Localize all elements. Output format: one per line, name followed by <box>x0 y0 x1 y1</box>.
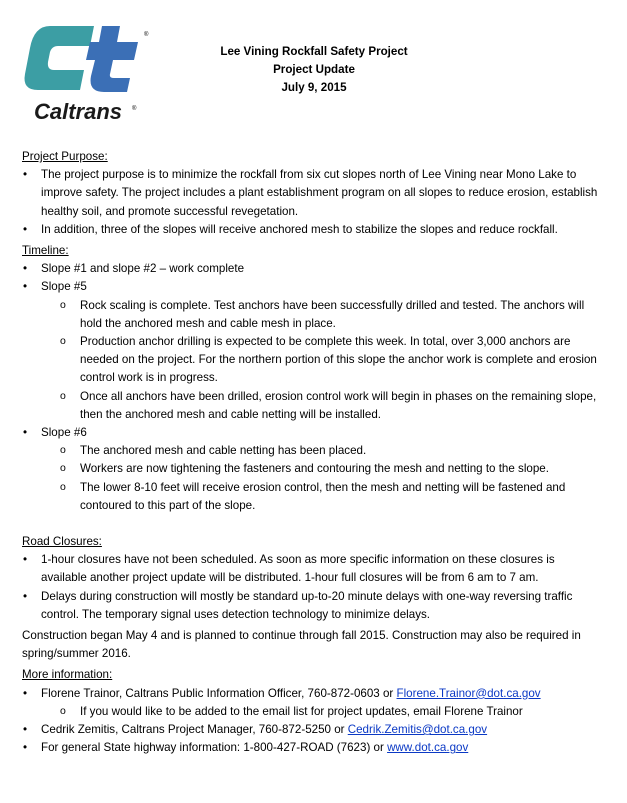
document-date: July 9, 2015 <box>281 81 347 94</box>
slope6-sublist <box>22 442 602 515</box>
svg-text:®: ® <box>144 32 149 38</box>
contacts-list <box>22 685 602 703</box>
purpose-list <box>22 166 602 239</box>
caltrans-ct-icon <box>20 24 152 124</box>
list-item: • Delays during construction will mostly be standard up-to-20 minute delays with one-way reversing traffic control. The temporary signal uses detection technology to minimize delays. <box>22 588 602 624</box>
contact-text: Florene Trainor, Caltrans Public Information Officer, 760-872-0603 or <box>41 686 397 700</box>
sub-list-item: o If you would like to be added to the email list for project updates, email Florene Trainor <box>22 703 602 721</box>
list-item: • 1-hour closures have not been scheduled. As soon as more specific information on these closures is available another project update will be distributed. 1-hour full closures will be from 6 am to 7 am. <box>22 551 602 587</box>
contacts-list-2 <box>22 721 602 757</box>
list-item: • Slope #5 <box>22 278 602 296</box>
closures-heading: Road Closures: <box>22 535 102 549</box>
sub-list-item: o Rock scaling is complete. Test anchors have been successfully drilled and tested. The anchors will hold the anchored mesh and cable mesh in place. <box>22 297 602 333</box>
timeline-list <box>22 260 602 296</box>
sub-list-item: o Once all anchors have been drilled, erosion control work will begin in phases on the remaining slope, then the anchored mesh and cable netting will be installed. <box>22 388 602 424</box>
contact-florene <box>22 685 602 703</box>
closures-list <box>22 551 602 624</box>
document-title: Lee Vining Rockfall Safety Project <box>220 45 408 58</box>
contact-general <box>22 739 602 757</box>
slope6-list <box>22 424 602 442</box>
sub-list-item: o Production anchor drilling is expected to be complete this week. In total, over 3,000 anchors are needed on the project. For the northern portion of this slope the anchor work is complete and erosion control work is in progress. <box>22 333 602 388</box>
caltrans-logo <box>20 24 152 124</box>
sub-list-item: o The anchored mesh and cable netting has been placed. <box>22 442 602 460</box>
more-info-heading: More information: <box>22 668 113 682</box>
svg-text:®: ® <box>132 106 137 112</box>
svg-text:Caltrans: Caltrans <box>34 99 123 124</box>
sub-list-item: o Workers are now tightening the fasteners and contouring the mesh and netting to the slope. <box>22 460 602 478</box>
contacts-sublist <box>22 703 602 721</box>
slope5-sublist <box>22 297 602 424</box>
document-header <box>200 43 428 97</box>
sub-list-item: o The lower 8-10 feet will receive erosion control, then the mesh and netting will be fastened and contoured to this part of the slope. <box>22 479 602 515</box>
list-item: • The project purpose is to minimize the rockfall from six cut slopes north of Lee Vining near Mono Lake to improve safety. The project includes a plant establishment program on all slopes to reduce erosion, establish healthy soil, and promote successful revegetation. <box>22 166 602 221</box>
contact-text: Cedrik Zemitis, Caltrans Project Manager, 760-872-5250 or <box>41 723 348 737</box>
cedrik-email-link[interactable]: Cedrik.Zemitis@dot.ca.gov <box>347 723 488 737</box>
document-subtitle: Project Update <box>273 63 355 76</box>
list-item: • Slope #1 and slope #2 – work complete <box>22 260 602 278</box>
timeline-heading: Timeline: <box>22 244 69 258</box>
florene-email-link[interactable]: Florene.Trainor@dot.ca.gov <box>396 686 541 700</box>
contact-text: For general State highway information: 1-800-427-ROAD (7623) or <box>41 741 388 755</box>
dot-website-link[interactable]: www.dot.ca.gov <box>387 741 469 755</box>
list-item: • In addition, three of the slopes will receive anchored mesh to stabilize the slopes and reduce rockfall. <box>22 221 602 239</box>
list-item: • Slope #6 <box>22 424 602 442</box>
construction-paragraph: Construction began May 4 and is planned to continue through fall 2015. Construction may also be required in spring/summer 2016. <box>22 629 581 661</box>
purpose-heading: Project Purpose: <box>22 150 108 163</box>
document-body <box>22 148 602 758</box>
contact-cedrik <box>22 721 602 739</box>
